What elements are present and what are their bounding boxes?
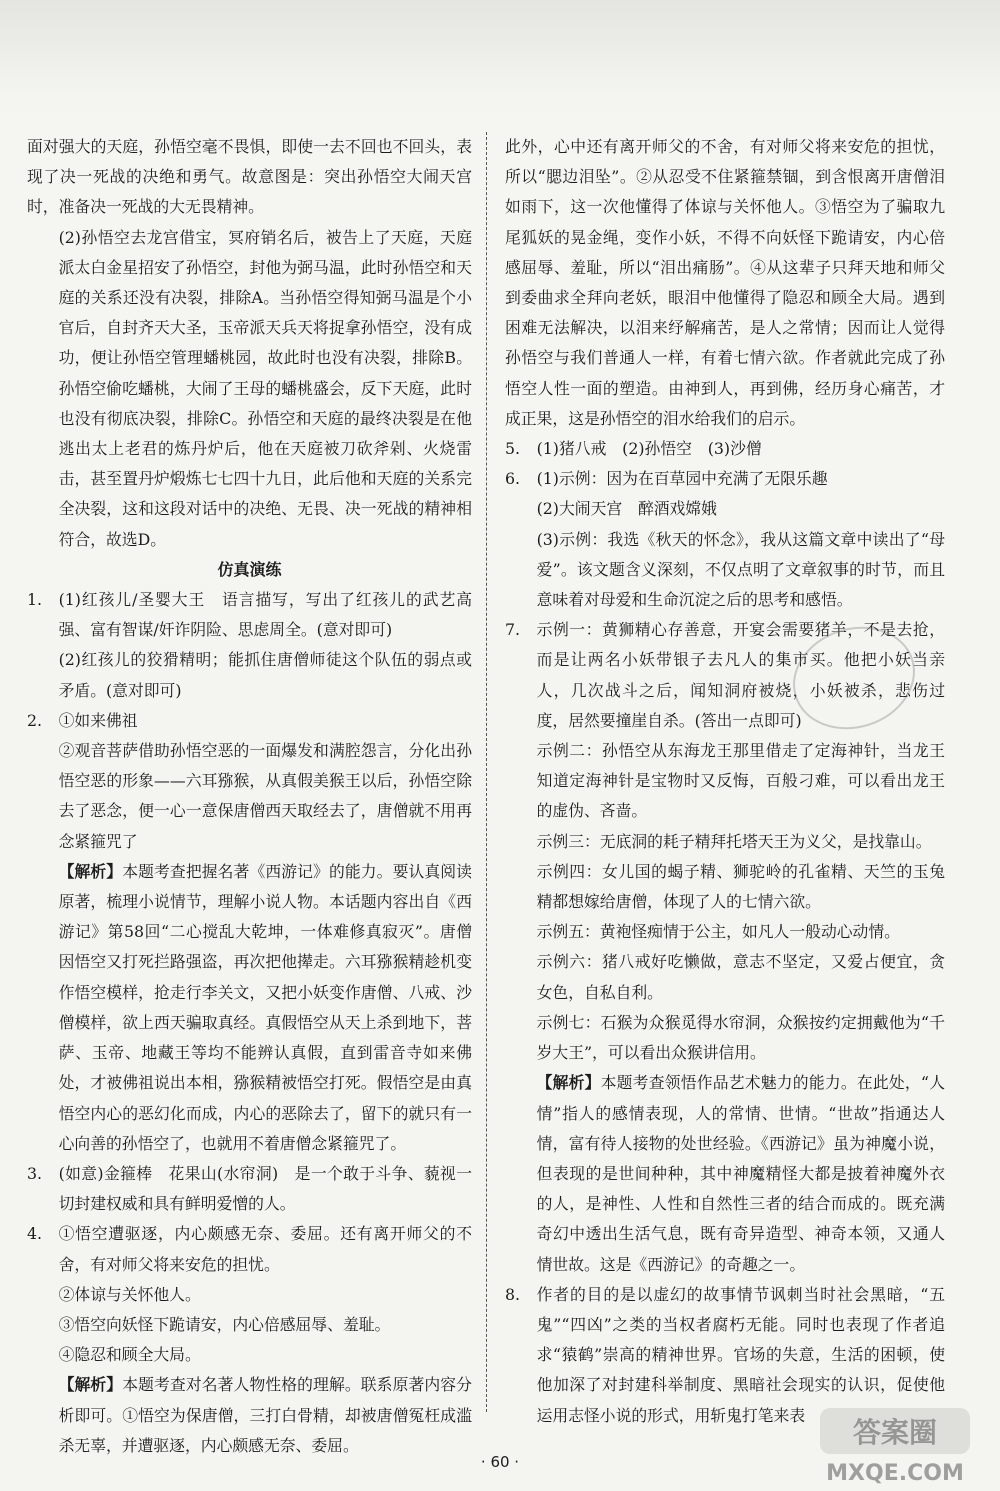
answer-text: 示例三：无底洞的耗子精拜托塔天王为义父，是找靠山。 [536,831,932,851]
analysis-text: 本题考查领悟作品艺术魅力的能力。在此处，“人情”指人的感情表现，人的常情、世情。“世故”指通达人情，富有待人接物的处世经验。《西游记》虽为神魔小说，但表现的是世间种种，其中神魔精怪大都是披着神魔外衣的人，是神性、人性和自然性三者的结合而成的。既充满奇幻中透出生活气息，既有奇异造型、神奇本领，又通人情世故。这是《西游记》的奇趣之一。 [536,1073,945,1274]
answer-text: 示例四：女儿国的蝎子精、狮驼岭的孔雀精、天竺的玉兔精都想嫁给唐僧，体现了人的七情六欲。 [536,861,945,912]
item-number: 1. [27,590,43,610]
answer-item [27,1219,472,1461]
section-title: 仿真演练 [217,559,282,579]
answer-text: (1)猪八戒 (2)孙悟空 (3)沙僧 [536,439,762,459]
svg-text:MXQE.COM: MXQE.COM [826,1461,964,1486]
mxqe-logo [800,1402,990,1488]
item-number: 8. [505,1284,521,1304]
answer-text: ③悟空向妖怪下跪请安，内心倍感屈辱、羞耻。 [58,1314,391,1334]
left-column [27,132,472,1461]
answer-text: 示例五：黄袍怪痴情于公主，如凡人一般动心动情。 [536,922,900,942]
answer-item [505,464,945,615]
analysis [59,1370,472,1461]
answer-item [505,434,945,464]
answer-text: 示例二：孙悟空从东海龙王那里借走了定海神针，当龙王知道定海神针是宝物时又反悔，百般刁难，可以看出龙王的虚伪、吝啬。 [536,741,945,821]
item-number: 3. [27,1163,43,1183]
answer-text: 示例一：黄狮精心存善意，开宴会需要猪羊，不是去抢，而是让两名小妖带银子去凡人的集市买。他把小妖当亲人，几次战斗之后，闻知洞府被烧，小妖被杀，悲伤过度，居然要撞崖自杀。(答出一点即可) [536,620,945,730]
answer-text: (1)红孩儿/圣婴大王 语言描写，写出了红孩儿的武艺高强、富有智谋/奸诈阴险、思虑周全。(意对即可) [58,590,472,640]
column-divider [486,132,487,1412]
item-number: 7. [505,620,521,640]
answer-text: ②观音菩萨借助孙悟空恶的一面爆发和满腔怨言，分化出孙悟空恶的形象——六耳猕猴，从真假美猴王以后，孙悟空除去了恶念，便一心一意保唐僧西天取经去了，唐僧就不用再念紧箍咒了 [58,741,472,851]
item-number: 6. [505,469,521,489]
svg-text:答案圈: 答案圈 [852,1416,938,1449]
answer-item [27,706,472,1159]
right-column [505,132,945,1431]
answer-text: 示例七：石猴为众猴觅得水帘洞，众猴按约定拥戴他为“千岁大王”，可以看出众猴讲信用。 [536,1012,945,1063]
item-number: 2. [27,710,43,730]
page-number: · 60 · [480,1453,520,1471]
answer-text: (3)示例：我选《秋天的怀念》，我从这篇文章中读出了“母爱”。该文题含义深刻，不仅点明了文章叙事的时节，而且意味着对母爱和生命沉淀之后的思考和感悟。 [536,529,945,610]
answer-text: (1)示例：因为在百草园中充满了无限乐趣 [536,469,828,489]
answer-item [27,585,472,706]
analysis-text: 本题考查把握名著《西游记》的能力。要认真阅读原著，梳理小说情节，理解小说人物。本话题内容出自《西游记》第58回“二心搅乱大乾坤，一体难修真寂灭”。唐僧因悟空又打死拦路强盗，再次把他撵走。六耳猕猴精趁机变作悟空模样，抢走行李关文，又把小妖变作唐僧、八戒、沙僧模样，欲上西天骗取真经。真假悟空从天上杀到地下，菩萨、玉帝、地藏王等均不能辨认真假，直到雷音寺如来佛处，才被佛祖说出本相，猕猴精被悟空打死。假悟空是由真悟空内心的恶幻化而成，内心的恶除去了，留下的就只有一心向善的孙悟空了，也就用不着唐僧念紧箍咒了。 [58,861,472,1153]
answer-text: 示例六：猪八戒好吃懒做，意志不坚定，又爱占便宜，贪女色，自私自利。 [536,952,945,1002]
analysis-label: 【解析】 [536,1073,601,1093]
analysis-label: 【解析】 [58,1375,123,1395]
item-number: 5. [505,439,521,459]
answer-item [27,1159,472,1219]
analysis [537,1068,945,1279]
item-number: 4. [27,1224,43,1244]
analysis [59,857,472,1159]
answer-text: (如意)金箍棒 花果山(水帘洞) 是一个敢于斗争、藐视一切封建权威和具有鲜明爱憎的人。 [58,1163,472,1214]
analysis-label: 【解析】 [58,861,123,881]
answer-text: (2)红孩儿的狡猾精明；能抓住唐僧师徒这个队伍的弱点或矛盾。(意对即可) [58,650,472,700]
paragraph: 此外，心中还有离开师父的不舍，有对师父将来安危的担忧，所以“腮边泪坠”。②从忍受不住紧箍禁锢，到含恨离开唐僧泪如雨下，这一次他懂得了体谅与关怀他人。③悟空为了骗取九尾狐妖的晃金绳，变作小妖，不得不向妖怪下跪请安，内心倍感屈辱、羞耻，所以“泪出痛肠”。④从这辈子只拜天地和师父到委曲求全拜向老妖，眼泪中他懂得了隐忍和顾全大局。遇到困难无法解决，以泪来纾解痛苦，是人之常情；因而让人觉得孙悟空与我们普通人一样，有着七情六欲。作者就此完成了孙悟空人性一面的塑造。由神到人，再到佛，经历身心痛苦，才成正果，这是孙悟空的泪水给我们的启示。 [505,137,945,428]
answer-text: (2)大闹天宫 醉酒戏嫦娥 [536,499,717,519]
paragraph: 面对强大的天庭，孙悟空毫不畏惧，即使一去不回也不回头，表现了决一死战的决绝和勇气。故意图是：突出孙悟空大闹天宫时，准备决一死战的大无畏精神。 [27,137,472,217]
answer-text: ②体谅与关怀他人。 [58,1284,201,1304]
answer-text: ④隐忍和顾全大局。 [58,1345,201,1365]
paragraph: (2)孙悟空去龙宫借宝，冥府销名后，被告上了天庭，天庭派太白金星招安了孙悟空，封他为弼马温，此时孙悟空和天庭的关系还没有决裂，排除A。当孙悟空得知弼马温是个小官后，自封齐天大圣，玉帝派天兵天将捉拿孙悟空，没有成功，便让孙悟空管理蟠桃园，故此时也没有决裂，排除B。孙悟空偷吃蟠桃，大闹了王母的蟠桃盛会，反下天庭，此时也没有彻底决裂，排除C。孙悟空和天庭的最终决裂是在他逃出太上老君的炼丹炉后，他在天庭被刀砍斧剁、火烧雷击，甚至置丹炉煅炼七七四十九日，此后他和天庭的关系完全决裂，这和这段对话中的决绝、无畏、决一死战的精神相符合，故选D。 [58,227,472,549]
analysis-text: 本题考查对名著人物性格的理解。联系原著内容分析即可。①悟空为保唐僧，三打白骨精，却被唐僧冤枉成滥杀无辜，并遭驱逐，内心颇感无奈、委屈。 [58,1375,472,1455]
answer-text: ①如来佛祖 [58,710,138,730]
answer-text: 作者的目的是以虚幻的故事情节讽刺当时社会黑暗，“五鬼”“四凶”之类的当权者腐朽无能。同时也表现了作者追求“猿鹤”崇高的精神世界。官场的失意，生活的困顿，使他加深了对封建科举制度、黑暗社会现实的认识，促使他运用志怪小说的形式，用斩鬼打笔来表 [536,1284,945,1425]
answer-text: ①悟空遭驱逐，内心颇感无奈、委屈。还有离开师父的不舍，有对师父将来安危的担忧。 [58,1224,472,1274]
scan-shadow [0,0,1000,90]
